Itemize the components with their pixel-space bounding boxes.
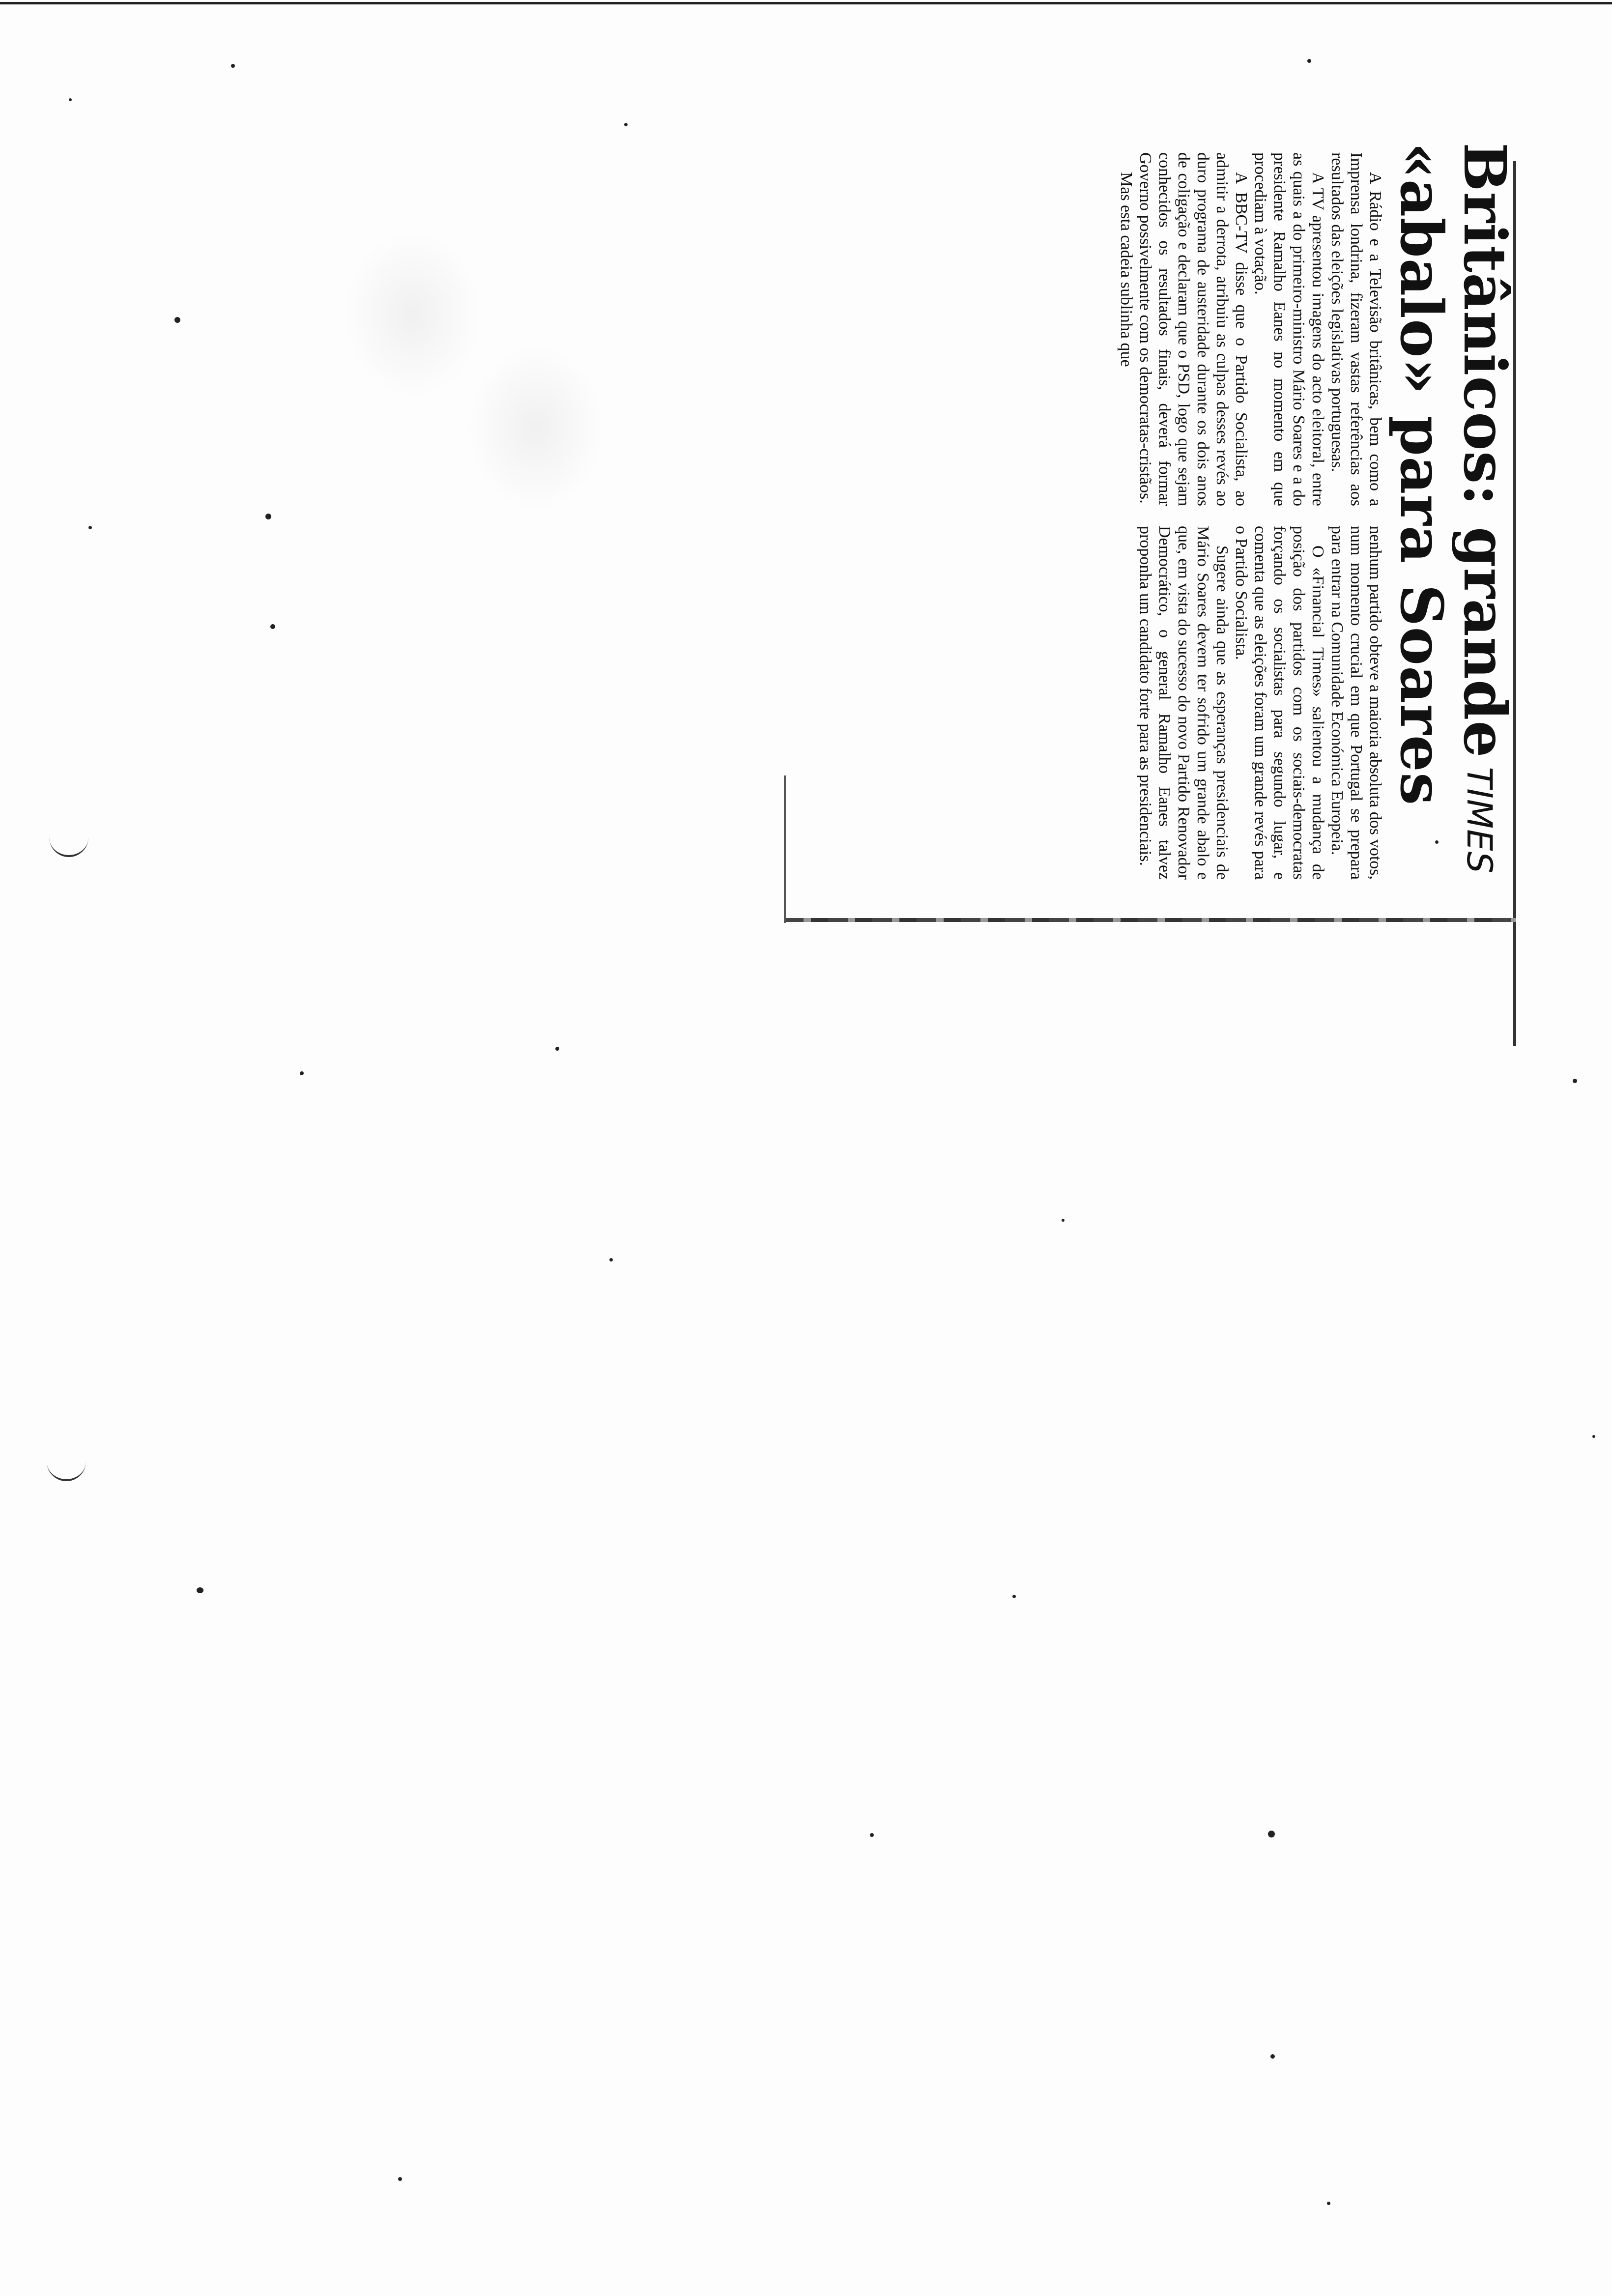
- scan-speck: [1012, 1595, 1016, 1598]
- paragraph: O «Financial Times» salientou a mudança de posição dos partidos com os sociais-democratas forçando os socialistas para segundo lugar, e comenta que as eleições foram um grande revés para o Partido Socialista.: [1232, 526, 1327, 880]
- scan-mark: [47, 1460, 86, 1481]
- article-columns: [1117, 152, 1385, 890]
- paragraph: A BBC-TV disse que o Partido Socialista, ao admitir a derrota, atribuiu as culpas desses revés ao duro programa de austeridade durante os dois anos de coligação e declaram que o PSD, logo que sejam conhecidos os resultados finais, deverá formar Governo possivelmente com os democratas-cristãos.: [1136, 152, 1250, 506]
- paragraph: nenhum partido obteve a maioria absoluta dos votos, num momento crucial em que Portugal se prepara para entrar na Comunidade Económica Europeia.: [1328, 526, 1384, 880]
- scan-speck: [1573, 1079, 1577, 1083]
- scan-speck: [174, 317, 180, 323]
- scan-speck: [197, 1587, 203, 1593]
- headline-line-1: Britânicos: grande: [1451, 143, 1519, 758]
- scan-speck: [398, 2177, 402, 2181]
- paragraph: A Rádio e a Televisão britânicas, bem como a Imprensa londrina, fizeram vastas referências aos resultados das eleições legislativas portuguesas.: [1328, 152, 1384, 506]
- scan-speck: [1062, 1219, 1065, 1222]
- scan-speck: [609, 1258, 613, 1262]
- scan-speck: [1268, 1831, 1275, 1837]
- scan-speck: [270, 624, 275, 629]
- newspaper-clipping: [786, 143, 1519, 909]
- scan-edge-rule: [0, 2, 1612, 4]
- paragraph: Mas esta cadeia sublinha que: [1117, 172, 1135, 367]
- headline-line-2: «abalo» para Soares: [1387, 143, 1456, 806]
- scan-speck: [624, 123, 628, 126]
- article-column-2: [1117, 526, 1385, 880]
- scan-speck: [1435, 840, 1439, 844]
- scan-smudge: [467, 344, 604, 511]
- scan-speck: [555, 1047, 559, 1051]
- scan-speck: [300, 1071, 304, 1075]
- scan-speck: [870, 1833, 874, 1837]
- clipping-edge-bottom: [784, 918, 1516, 922]
- scan-speck: [265, 514, 271, 519]
- scan-speck: [1592, 1435, 1595, 1438]
- paragraph: Sugere ainda que as esperanças presidenciais de Mário Soares devem ter sofrido um grande abalo e que, em vista do sucesso do novo Partido Renovador Democrático, o general Ramalho Eanes talvez proponha um candidato forte para as presidenciais.: [1136, 526, 1231, 880]
- scan-speck: [1307, 59, 1311, 63]
- headline: [1387, 143, 1519, 909]
- clipping-edge-left: [784, 775, 786, 923]
- handwritten-note: TIMES: [1459, 767, 1500, 874]
- scan-speck: [88, 526, 92, 529]
- scan-speck: [1327, 2202, 1330, 2205]
- scan-speck: [1270, 2054, 1275, 2059]
- scan-mark: [49, 835, 88, 857]
- scan-speck: [69, 98, 72, 101]
- article-column-1: [1117, 152, 1385, 506]
- paragraph: A TV apresentou imagens do acto eleitoral, entre as quais a do primeiro-ministro Mário Soares e a do presidente Ramalho Eanes no momento em que procediam à votação.: [1251, 152, 1327, 506]
- scan-speck: [231, 64, 235, 68]
- scan-smudge: [344, 231, 482, 398]
